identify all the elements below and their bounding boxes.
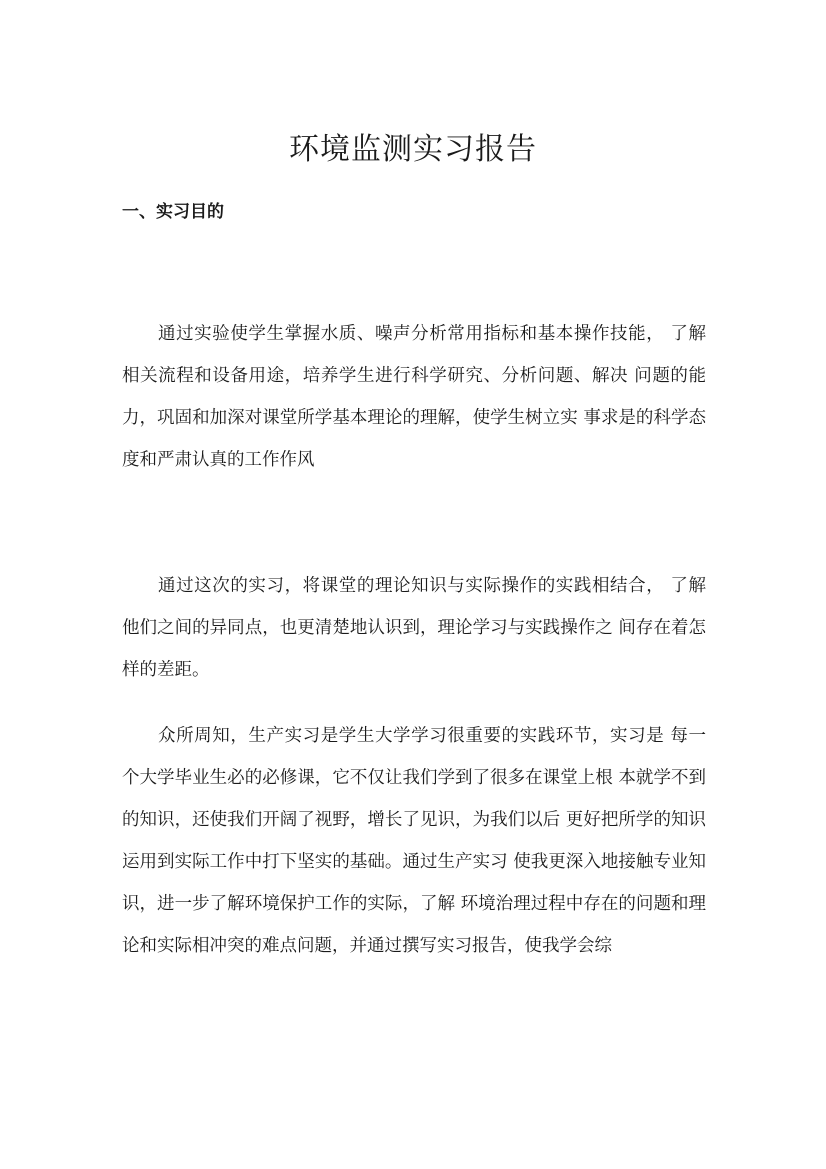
page-title: 环境监测实习报告 <box>289 132 537 167</box>
paragraph: 众所周知，生产实习是学生大学学习很重要的实践环节，实习是 每一个大学毕业生必的必修课，它不仅让我们学到了很多在课堂上根 本就学不到的知识，还使我们开阔了视野，增长了见识，为我们以后 更好把所学的知识运用到实际工作中打下坚实的基础。通过生产实习 使我更深入地接触专业知识，进一步了解环境保护工作的实际，了解 环境治理过程中存在的问题和理论和实际相冲突的难点问题，并通过撰写实习报告，使我学会综 <box>122 726 706 956</box>
section-heading: 一、实习目的 <box>122 202 224 222</box>
paragraph: 通过这次的实习，将课堂的理论知识与实际操作的实践相结合， 了解他们之间的异同点，也更清楚地认识到，理论学习与实践操作之 间存在着怎样的差距。 <box>122 576 706 680</box>
paragraph: 通过实验使学生掌握水质、噪声分析常用指标和基本操作技能， 了解相关流程和设备用途，培养学生进行科学研究、分析问题、解决 问题的能力，巩固和加深对课堂所学基本理论的理解，使学生树立实 事求是的科学态度和严肃认真的工作作风 <box>122 324 706 470</box>
